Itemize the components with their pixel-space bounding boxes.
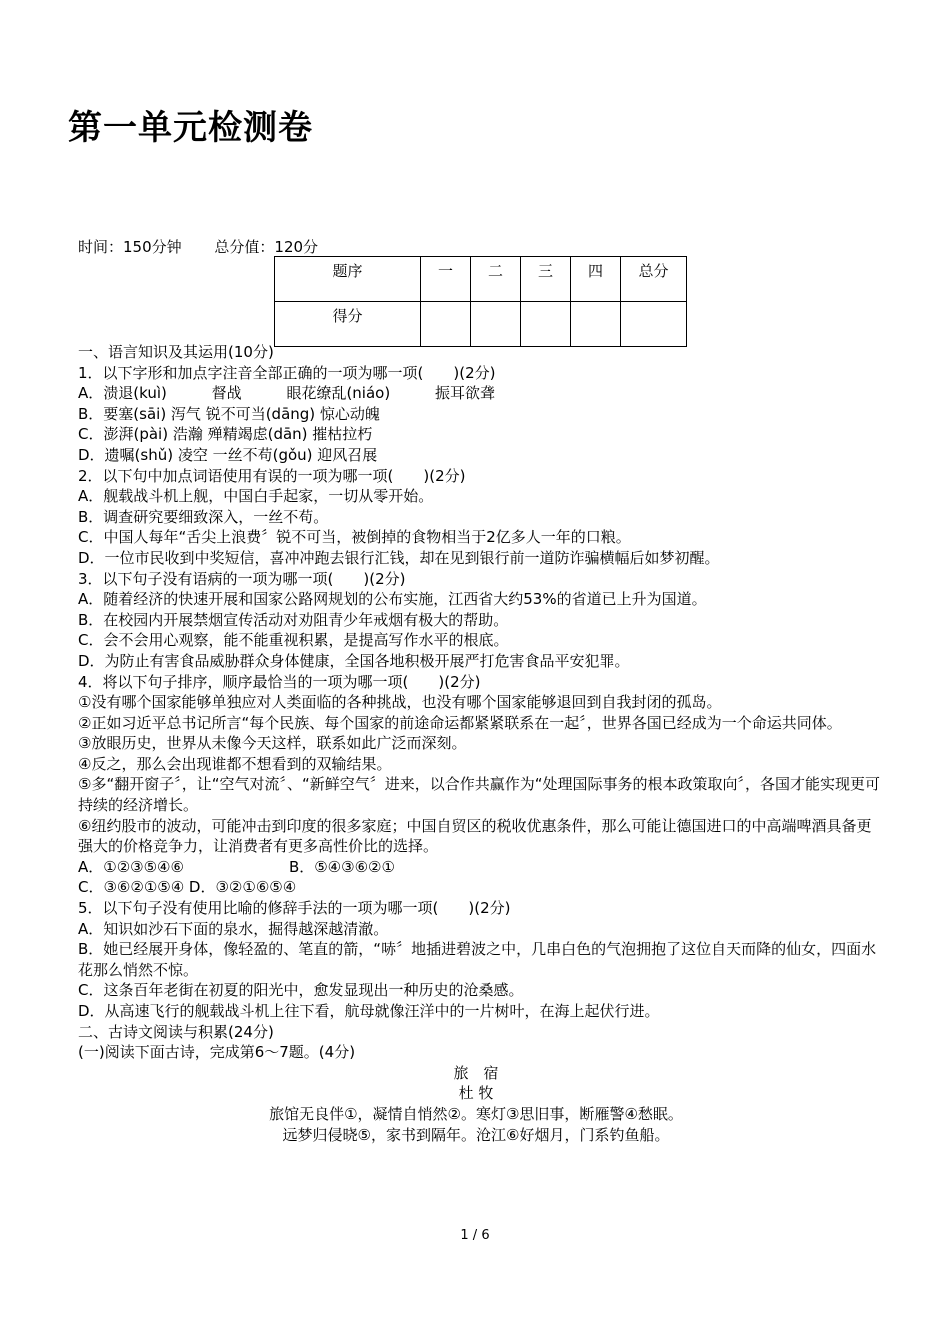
option-fragment: A．溃退(kuì) — [78, 384, 167, 403]
exam-meta — [78, 236, 318, 257]
option-fragment: 眼花缭乱(niáo) — [286, 384, 391, 403]
poem-title: 旅 宿 — [453, 1063, 499, 1082]
sentence-item: ①没有哪个国家能够单独应对人类面临的各种挑战，也没有哪个国家能够退回到自我封闭的孤岛。 — [78, 693, 722, 712]
sentence-item: ③放眼历史，世界从未像今天这样，联系如此广泛而深刻。 — [78, 734, 467, 753]
score-row-label: 得分 — [275, 302, 421, 347]
section-heading: 一、语言知识及其运用(10分) — [78, 343, 274, 361]
option-line: D．遗嘱(shǔ) 凌空 一丝不苟(gǒu) 迎风召展 — [78, 445, 378, 464]
option-line: C．这条百年老街在初夏的阳光中，愈发显现出一种历史的沧桑感。 — [78, 981, 524, 1000]
option-line: B．她已经展开身体，像轻盈的、笔直的箭，“哧〞地插进碧波之中，几串白色的气泡拥抱了这位自天而降的仙女，四面水花那么悄然不惊。 — [78, 940, 877, 979]
question-stem: 4．将以下句子排序，顺序最恰当的一项为哪一项( )(2分) — [78, 672, 481, 691]
score-cell[interactable] — [471, 302, 521, 347]
sentence-item: ④反之，那么会出现谁都不想看到的双输结果。 — [78, 754, 392, 773]
option-line: C．中国人每年“舌尖上浪费〞锐不可当，被倒掉的食物相当于2亿多人一年的口粮。 — [78, 528, 631, 547]
score-table-header-row — [275, 257, 687, 302]
score-cell[interactable] — [521, 302, 571, 347]
option-line: C．会不会用心观察，能不能重视积累，是提高写作水平的根底。 — [78, 631, 509, 650]
score-cell[interactable] — [571, 302, 621, 347]
score-header: 二 — [471, 257, 521, 302]
score-header: 总分 — [621, 257, 687, 302]
score-header: 四 — [571, 257, 621, 302]
option-line: A．知识如沙石下面的泉水，掘得越深越清澈。 — [78, 919, 389, 938]
question-stem: 1．以下字形和加点字注音全部正确的一项为哪一项( )(2分) — [78, 363, 496, 382]
score-header: 三 — [521, 257, 571, 302]
page-title: 第一单元检测卷 — [68, 108, 313, 148]
option-line: A．①②③⑤④⑥ B．⑤④③⑥②① — [78, 857, 395, 876]
poem-author: 杜 牧 — [458, 1084, 494, 1103]
option-fragment: 振耳欲聋 — [434, 384, 495, 403]
option-line: B．要塞(sāi) 泻气 锐不可当(dāng) 惊心动魄 — [78, 404, 380, 423]
option-line — [68, 383, 884, 404]
question-stem: 5．以下句子没有使用比喻的修辞手法的一项为哪一项( )(2分) — [78, 899, 511, 918]
question-stem: 3．以下句子没有语病的一项为哪一项( )(2分) — [78, 569, 406, 588]
poem-line: 旅馆无良伴①，凝情自悄然②。寒灯③思旧事，断雁警④愁眠。 — [269, 1104, 683, 1123]
sentence-item: ⑥纽约股市的波动，可能冲击到印度的很多家庭；中国自贸区的税收优惠条件，那么可能让德国进口的中高端啤酒具备更强大的价格竞争力，让消费者有更多高性价比的选择。 — [78, 816, 872, 856]
score-header: 题序 — [275, 257, 421, 302]
exam-body — [68, 342, 884, 1145]
section-heading: 二、古诗文阅读与积累(24分) — [78, 1022, 274, 1041]
exam-time: 时间：150分钟 — [78, 238, 182, 256]
page-number: 1 / 6 — [460, 1228, 490, 1243]
option-line: B．调查研究要细致深入，一丝不苟。 — [78, 507, 329, 526]
option-fragment: 督战 — [211, 384, 242, 403]
score-cell[interactable] — [621, 302, 687, 347]
option-line: B．在校园内开展禁烟宣传活动对劝阻青少年戒烟有极大的帮助。 — [78, 610, 509, 629]
option-line: D．从高速飞行的舰载战斗机上往下看，航母就像汪洋中的一片树叶，在海上起伏行进。 — [78, 1002, 660, 1020]
sentence-item: ②正如习近平总书记所言“每个民族、每个国家的前途命运都紧紧联系在一起〞，世界各国已经成为一个命运共同体。 — [78, 713, 842, 732]
option-line: C．澎湃(pài) 浩瀚 殚精竭虑(dān) 摧枯拉朽 — [78, 425, 373, 444]
option-line: A．舰载战斗机上舰，中国白手起家，一切从零开始。 — [78, 487, 434, 506]
option-line: A．随着经济的快速开展和国家公路网规划的公布实施，江西省大约53%的省道已上升为国道。 — [78, 590, 707, 609]
subsection-heading: (一)阅读下面古诗，完成第6～7题。(4分) — [78, 1043, 356, 1062]
poem-line: 远梦归侵晓⑤，家书到隔年。沧江⑥好烟月，门系钓鱼船。 — [282, 1125, 670, 1144]
question-stem: 2．以下句中加点词语使用有误的一项为哪一项( )(2分) — [78, 466, 466, 485]
score-header: 一 — [421, 257, 471, 302]
sentence-item: ⑤多“翻开窗子〞，让“空气对流〞、“新鲜空气〞进来，以合作共赢作为“处理国际事务的根本政策取向〞，各国才能实现更可持续的经济增长。 — [78, 775, 881, 815]
option-line: D．为防止有害食品威胁群众身体健康，全国各地积极开展严打危害食品平安犯罪。 — [78, 651, 630, 670]
option-line: C．③⑥②①⑤④ D．③②①⑥⑤④ — [78, 878, 297, 897]
score-cell[interactable] — [421, 302, 471, 347]
score-table-score-row — [275, 302, 687, 347]
score-table — [274, 256, 687, 347]
option-line: D．一位市民收到中奖短信，喜冲冲跑去银行汇钱，却在见到银行前一道防诈骗横幅后如梦初醒。 — [78, 548, 720, 567]
exam-total: 总分值：120分 — [214, 238, 319, 256]
